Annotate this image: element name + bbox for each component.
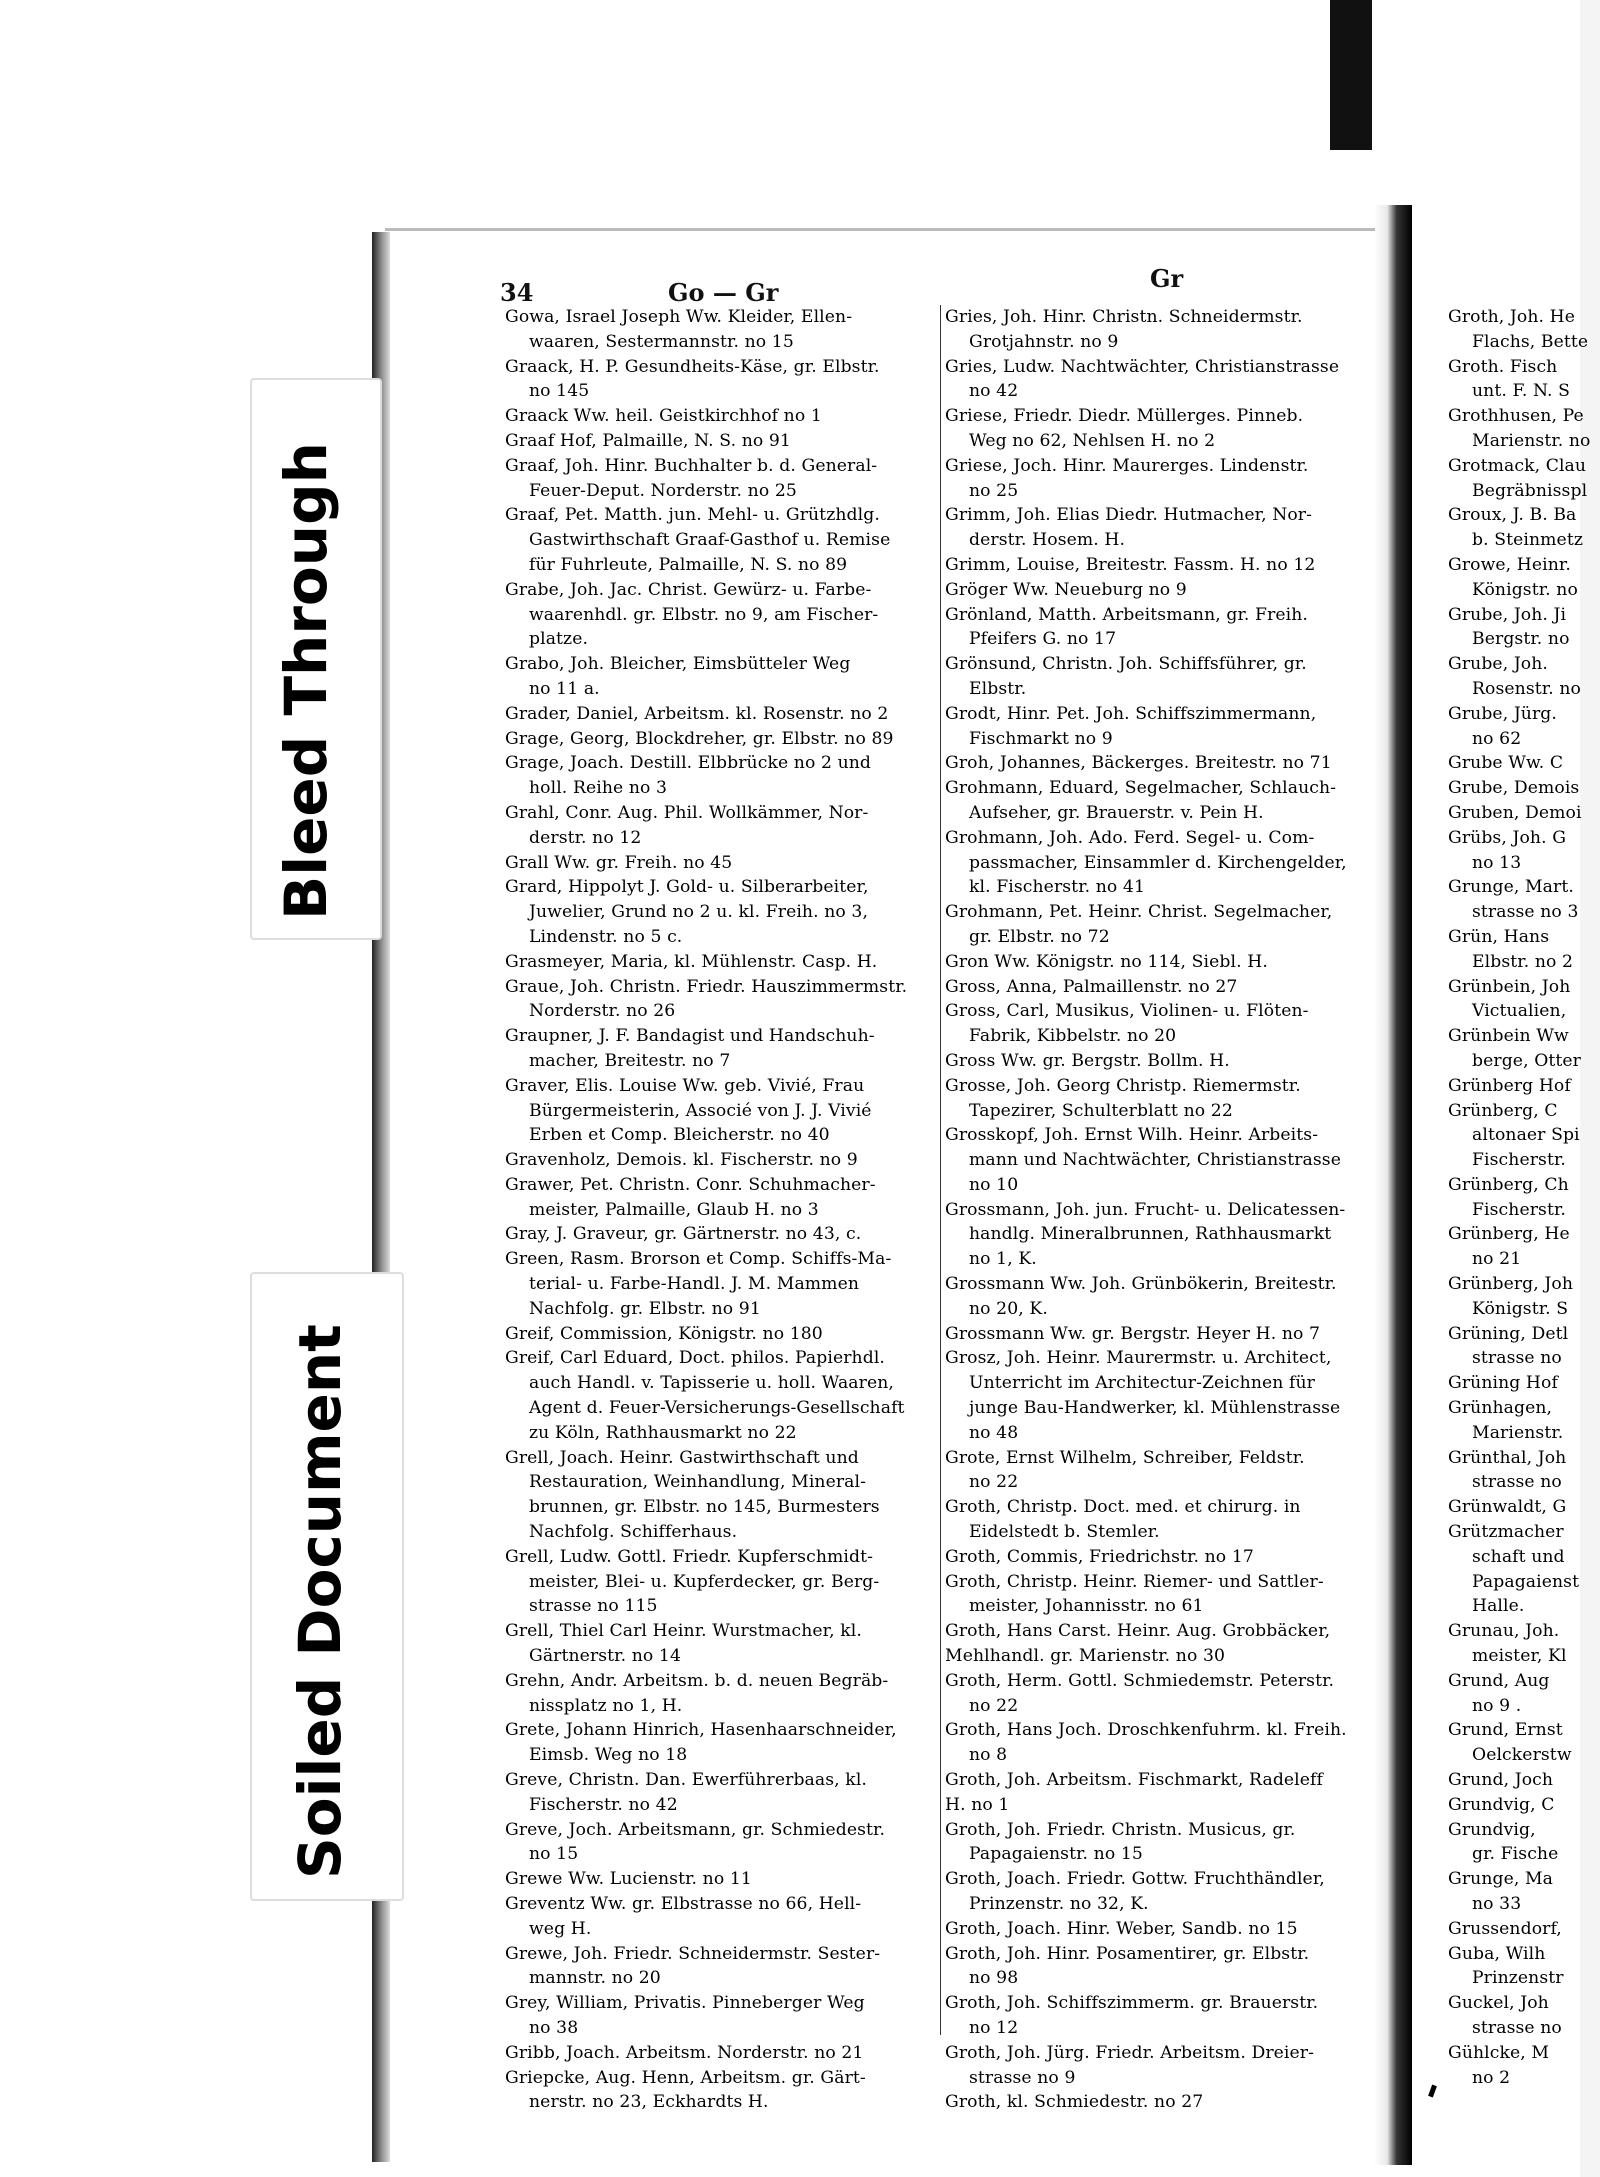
directory-line: Rosenstr. no (1472, 678, 1581, 699)
directory-line: platze. (529, 629, 589, 650)
directory-line: Marienstr. (1472, 1422, 1564, 1443)
directory-line: Grossmann Ww. gr. Bergstr. Heyer H. no 7 (945, 1323, 1321, 1344)
directory-line: Grell, Thiel Carl Heinr. Wurstmacher, kl. (505, 1621, 862, 1642)
directory-line: altonaer Spi (1472, 1125, 1580, 1146)
directory-line: terial- u. Farbe-Handl. J. M. Mammen (529, 1274, 860, 1295)
directory-line: Erben et Comp. Bleicherstr. no 40 (529, 1125, 830, 1146)
directory-line: Guckel, Joh (1448, 1993, 1549, 2014)
directory-line: no 21 (1472, 1249, 1522, 1270)
directory-line: Grünberg, Ch (1448, 1174, 1569, 1195)
directory-line: Grönsund, Christn. Joh. Schiffsführer, gr. (945, 654, 1307, 675)
directory-line: Grünhagen, (1448, 1398, 1553, 1419)
directory-line: Grünbein Ww (1448, 1026, 1569, 1047)
directory-line: Gühlcke, M (1448, 2042, 1550, 2063)
directory-line: Norderstr. no 26 (529, 1001, 676, 1022)
directory-line: Lindenstr. no 5 c. (529, 926, 683, 947)
directory-line: Graack, H. P. Gesundheits-Käse, gr. Elbstr. (505, 356, 880, 377)
directory-line: no 1, K. (969, 1249, 1037, 1270)
directory-line: Groth, Christp. Heinr. Riemer- und Sattler- (945, 1571, 1324, 1592)
directory-line: Griepcke, Aug. Henn, Arbeitsm. gr. Gärt- (505, 2067, 866, 2088)
directory-line: no 15 (529, 1844, 579, 1865)
directory-line: Grabe, Joh. Jac. Christ. Gewürz- u. Farbe- (505, 579, 872, 600)
directory-line: Marienstr. no (1472, 430, 1591, 451)
directory-line: Grodt, Hinr. Pet. Joh. Schiffszimmermann, (945, 703, 1317, 724)
directory-line: Grünberg, He (1448, 1224, 1570, 1245)
directory-line: Graupner, J. F. Bandagist und Handschuh- (505, 1026, 875, 1047)
directory-line: Mehlhandl. gr. Marienstr. no 30 (945, 1646, 1226, 1667)
directory-line: Grube, Joh. (1448, 654, 1548, 675)
directory-line: Grage, Georg, Blockdreher, gr. Elbstr. no 89 (505, 728, 894, 749)
directory-line: meister, Palmaille, Glaub H. no 3 (529, 1199, 819, 1220)
directory-line: Bürgermeisterin, Associé von J. J. Vivié (529, 1100, 872, 1121)
directory-line: Juwelier, Grund no 2 u. kl. Freih. no 3, (529, 902, 869, 923)
directory-line: Prinzenstr. no 32, K. (969, 1894, 1149, 1914)
directory-line: Flachs, Bette (1472, 331, 1589, 352)
directory-line: Greve, Joch. Arbeitsmann, gr. Schmiedestr. (505, 1819, 886, 1840)
directory-line: Groth, Joach. Hinr. Weber, Sandb. no 15 (945, 1918, 1298, 1939)
directory-line: Agent d. Feuer-Versicherungs-Gesellschaft (529, 1398, 905, 1419)
directory-line: Graaf, Joh. Hinr. Buchhalter b. d. General- (505, 455, 878, 476)
directory-line: Victualien, (1472, 1001, 1567, 1022)
directory-line: Grall Ww. gr. Freih. no 45 (505, 852, 733, 873)
directory-line: Grube, Joh. Ji (1448, 604, 1567, 625)
directory-line: Grönland, Matth. Arbeitsmann, gr. Freih. (945, 604, 1308, 625)
directory-line: Grage, Joach. Destill. Elbbrücke no 2 und (505, 753, 872, 774)
directory-line: no 42 (969, 381, 1019, 402)
directory-line: Grohmann, Pet. Heinr. Christ. Segelmacher, (945, 902, 1333, 923)
directory-line: Gowa, Israel Joseph Ww. Kleider, Ellen- (505, 307, 853, 327)
directory-line: Gross, Carl, Musikus, Violinen- u. Flöten- (945, 1001, 1309, 1022)
directory-column-right (1448, 305, 1600, 2090)
directory-line: Pfeifers G. no 17 (969, 629, 1117, 650)
directory-line: Grohmann, Eduard, Segelmacher, Schlauch- (945, 778, 1337, 799)
directory-line: Königstr. no (1472, 579, 1578, 600)
directory-line: Königstr. S (1472, 1298, 1569, 1319)
directory-line: no 98 (969, 1968, 1019, 1989)
directory-line: no 12 (969, 2017, 1019, 2038)
directory-line: Elbstr. (969, 678, 1027, 699)
bleed-through-label-text: Bleed Through (272, 442, 340, 920)
directory-line: Gärtnerstr. no 14 (529, 1646, 681, 1667)
directory-line: Guba, Wilh (1448, 1943, 1546, 1964)
directory-line: Gross Ww. gr. Bergstr. Bollm. H. (945, 1050, 1230, 1071)
directory-line: Grete, Johann Hinrich, Hasenhaarschneider, (505, 1720, 897, 1741)
directory-line: unt. F. N. S (1472, 381, 1570, 402)
directory-line: no 48 (969, 1422, 1019, 1443)
directory-line: Green, Rasm. Brorson et Comp. Schiffs-Ma- (505, 1249, 892, 1270)
directory-line: Grimm, Louise, Breitestr. Fassm. H. no 12 (945, 554, 1316, 575)
directory-line: Grube, Demois (1448, 778, 1580, 799)
directory-line: auch Handl. v. Tapisserie u. holl. Waaren, (529, 1373, 894, 1394)
directory-line: Grünbein, Joh (1448, 976, 1571, 997)
directory-line: H. no 1 (945, 1794, 1010, 1815)
directory-line: Grahl, Conr. Aug. Phil. Wollkämmer, Nor- (505, 802, 869, 823)
directory-line: Grossmann Ww. Joh. Grünbökerin, Breitestr. (945, 1274, 1337, 1295)
directory-line: Gray, J. Graveur, gr. Gärtnerstr. no 43, c. (505, 1224, 862, 1245)
directory-line: Grader, Daniel, Arbeitsm. kl. Rosenstr. no 2 (505, 703, 889, 724)
directory-line: Groth, Hans Carst. Heinr. Aug. Grobbäcker, (945, 1621, 1331, 1642)
directory-line: Bergstr. no (1472, 629, 1570, 650)
directory-line: Eimsb. Weg no 18 (529, 1745, 688, 1766)
directory-line: Gröger Ww. Neueburg no 9 (945, 579, 1187, 600)
directory-column-left (505, 305, 960, 2115)
directory-line: no 33 (1472, 1894, 1522, 1914)
directory-line: Grohmann, Joh. Ado. Ferd. Segel- u. Com- (945, 827, 1315, 848)
directory-line: Groth, Joh. Jürg. Friedr. Arbeitsm. Dreier- (945, 2042, 1315, 2063)
directory-line: Groth, Commis, Friedrichstr. no 17 (945, 1546, 1254, 1567)
directory-line: gr. Fische (1472, 1844, 1559, 1865)
directory-line: Aufseher, gr. Brauerstr. v. Pein H. (969, 802, 1264, 823)
directory-line: no 2 (1472, 2067, 1511, 2088)
directory-line: strasse no 9 (969, 2067, 1076, 2088)
directory-line: Fischerstr. (1472, 1199, 1566, 1220)
directory-line: Grothhusen, Pe (1448, 406, 1584, 427)
directory-line: Grunge, Mart. (1448, 877, 1574, 898)
directory-line: junge Bau-Handwerker, kl. Mühlenstrasse (969, 1398, 1341, 1419)
directory-line: Grell, Joach. Heinr. Gastwirthschaft und (505, 1447, 859, 1468)
bleed-through-label (250, 378, 382, 940)
directory-line: no 11 a. (529, 678, 600, 699)
directory-line: Groth, Joh. Friedr. Christn. Musicus, gr. (945, 1819, 1296, 1840)
directory-line: Graue, Joh. Christn. Friedr. Hauszimmermstr. (505, 976, 908, 997)
directory-line: macher, Breitestr. no 7 (529, 1050, 731, 1071)
directory-line: Grabo, Joh. Bleicher, Eimsbütteler Weg (505, 654, 851, 675)
directory-line: no 25 (969, 480, 1019, 501)
directory-line: Groth, Hans Joch. Droschkenfuhrm. kl. Freih. (945, 1720, 1347, 1741)
directory-line: Grossmann, Joh. jun. Frucht- u. Delicatessen- (945, 1199, 1346, 1220)
directory-line: passmacher, Einsammler d. Kirchengelder, (969, 852, 1347, 873)
directory-line: Papagaienstr. no 15 (969, 1844, 1143, 1865)
directory-line: Grünberg Hof (1448, 1075, 1571, 1096)
soiled-document-label-text: Soiled Document (286, 1324, 354, 1879)
page-number: 34 (500, 278, 534, 307)
directory-line: no 38 (529, 2017, 579, 2038)
directory-line: meister, Blei- u. Kupferdecker, gr. Berg- (529, 1571, 880, 1592)
directory-line: kl. Fischerstr. no 41 (969, 877, 1145, 898)
directory-line: Groux, J. B. Ba (1448, 505, 1577, 526)
directory-line: Groth. Fisch (1448, 356, 1558, 377)
directory-line: Grünthal, Joh (1448, 1447, 1567, 1468)
directory-column-middle (945, 305, 1395, 2115)
directory-line: strasse no (1472, 1348, 1562, 1369)
directory-line: Grünwaldt, G (1448, 1497, 1567, 1518)
directory-line: Groth, Joh. He (1448, 307, 1575, 327)
directory-line: Weg no 62, Nehlsen H. no 2 (969, 430, 1216, 451)
directory-line: no 9 . (1472, 1695, 1522, 1716)
directory-line: Greve, Christn. Dan. Ewerführerbaas, kl. (505, 1770, 867, 1791)
directory-line: berge, Otter (1472, 1050, 1581, 1071)
directory-line: Fabrik, Kibbelstr. no 20 (969, 1026, 1177, 1047)
directory-line: Grey, William, Privatis. Pinneberger Weg (505, 1993, 865, 2014)
directory-line: Oelckerstw (1472, 1745, 1572, 1766)
directory-line: Grewe, Joh. Friedr. Schneidermstr. Sester- (505, 1943, 881, 1964)
directory-line: derstr. Hosem. H. (969, 530, 1126, 551)
directory-line: Gross, Anna, Palmaillenstr. no 27 (945, 976, 1238, 997)
directory-line: Unterricht im Architectur-Zeichnen für (969, 1373, 1315, 1394)
directory-line: Gries, Joh. Hinr. Christn. Schneidermstr. (945, 307, 1303, 327)
directory-line: Grübs, Joh. G (1448, 827, 1567, 848)
directory-line: Halle. (1472, 1596, 1525, 1617)
directory-line: Greif, Carl Eduard, Doct. philos. Papierhdl. (505, 1348, 885, 1369)
directory-line: brunnen, gr. Elbstr. no 145, Burmesters (529, 1497, 880, 1518)
directory-line: Grundvig, C (1448, 1794, 1555, 1815)
directory-line: no 145 (529, 381, 590, 402)
directory-line: Restauration, Weinhandlung, Mineral- (529, 1472, 867, 1493)
directory-line: Grotjahnstr. no 9 (969, 331, 1119, 352)
directory-line: Papagaienst (1472, 1571, 1580, 1592)
directory-line: Grund, Joch (1448, 1770, 1554, 1791)
directory-line: Grewe Ww. Lucienstr. no 11 (505, 1869, 752, 1890)
directory-line: Grosskopf, Joh. Ernst Wilh. Heinr. Arbeits- (945, 1125, 1319, 1146)
directory-line: Fischerstr. no 42 (529, 1794, 678, 1815)
directory-line: Grünberg, Joh (1448, 1274, 1574, 1295)
directory-line: nerstr. no 23, Eckhardts H. (529, 2092, 769, 2113)
directory-line: Graver, Elis. Louise Ww. geb. Vivié, Frau (505, 1075, 865, 1096)
directory-line: Griese, Joch. Hinr. Maurerges. Lindenstr. (945, 455, 1309, 476)
directory-line: no 22 (969, 1472, 1019, 1493)
directory-line: waarenhdl. gr. Elbstr. no 9, am Fischer- (529, 604, 879, 625)
directory-line: no 10 (969, 1174, 1019, 1195)
directory-line: Grube Ww. C (1448, 753, 1564, 774)
directory-line: Groh, Johannes, Bäckerges. Breitestr. no 71 (945, 753, 1332, 774)
directory-line: handlg. Mineralbrunnen, Rathhausmarkt (969, 1224, 1332, 1245)
directory-line: Grehn, Andr. Arbeitsm. b. d. neuen Begräb- (505, 1670, 889, 1691)
directory-line: Grunge, Ma (1448, 1869, 1554, 1890)
directory-line: Gron Ww. Königstr. no 114, Siebl. H. (945, 951, 1268, 972)
directory-line: strasse no (1472, 2017, 1562, 2038)
directory-line: Graaf, Pet. Matth. jun. Mehl- u. Grützhdlg. (505, 505, 880, 526)
directory-line: no 8 (969, 1745, 1008, 1766)
directory-line: holl. Reihe no 3 (529, 778, 668, 799)
directory-line: Groth, Joh. Schiffszimmerm. gr. Brauerstr. (945, 1993, 1319, 2014)
directory-line: Grube, Jürg. (1448, 703, 1557, 724)
directory-line: Grell, Ludw. Gottl. Friedr. Kupferschmidt- (505, 1546, 874, 1567)
directory-line: Tapezirer, Schulterblatt no 22 (969, 1100, 1233, 1121)
directory-line: Begräbnisspl (1472, 480, 1588, 501)
directory-line: no 22 (969, 1695, 1019, 1716)
directory-line: Groth, Joh. Hinr. Posamentirer, gr. Elbstr. (945, 1943, 1310, 1964)
directory-line: Grunau, Joh. (1448, 1621, 1560, 1642)
directory-line: no 62 (1472, 728, 1522, 749)
running-header-left: Go — Gr (668, 278, 779, 307)
directory-line: no 13 (1472, 852, 1522, 873)
directory-line: Grote, Ernst Wilhelm, Schreiber, Feldstr. (945, 1447, 1305, 1468)
directory-line: no 20, K. (969, 1298, 1048, 1319)
directory-line: meister, Johannisstr. no 61 (969, 1596, 1204, 1617)
directory-line: Groth, Christp. Doct. med. et chirurg. in (945, 1497, 1301, 1518)
soiled-document-label (250, 1272, 404, 1901)
scan-border-top (1330, 0, 1372, 150)
directory-line: Grün, Hans (1448, 926, 1550, 947)
directory-line: zu Köln, Rathhausmarkt no 22 (529, 1422, 797, 1443)
directory-line: Gruben, Demoi (1448, 802, 1582, 823)
directory-line: Prinzenstr (1472, 1968, 1564, 1989)
directory-line: Grussendorf, (1448, 1918, 1562, 1939)
directory-line: für Fuhrleute, Palmaille, N. S. no 89 (529, 554, 848, 575)
directory-line: Grimm, Joh. Elias Diedr. Hutmacher, Nor- (945, 505, 1313, 526)
directory-line: Eidelstedt b. Stemler. (969, 1522, 1160, 1543)
directory-line: Grard, Hippolyt J. Gold- u. Silberarbeiter, (505, 877, 869, 898)
directory-line: Graack Ww. heil. Geistkirchhof no 1 (505, 406, 822, 427)
directory-line: Griese, Friedr. Diedr. Müllerges. Pinneb. (945, 406, 1304, 427)
directory-line: Groth, Herm. Gottl. Schmiedemstr. Peterstr. (945, 1670, 1335, 1691)
directory-line: Groth, kl. Schmiedestr. no 27 (945, 2092, 1204, 2113)
directory-line: strasse no (1472, 1472, 1562, 1493)
page-edge (385, 228, 1375, 231)
directory-line: strasse no 3 (1472, 902, 1579, 923)
directory-line: Gastwirthschaft Graaf-Gasthof u. Remise (529, 530, 891, 551)
directory-line: waaren, Sestermannstr. no 15 (529, 331, 794, 352)
directory-line: Grünberg, C (1448, 1100, 1558, 1121)
directory-line: Elbstr. no 2 (1472, 951, 1574, 972)
directory-line: Fischerstr. (1472, 1150, 1566, 1171)
directory-line: weg H. (529, 1918, 592, 1939)
directory-line: mannstr. no 20 (529, 1968, 661, 1989)
directory-line: Grosse, Joh. Georg Christp. Riemermstr. (945, 1075, 1301, 1096)
directory-line: Gries, Ludw. Nachtwächter, Christianstrasse (945, 356, 1340, 377)
directory-line: Grüning Hof (1448, 1373, 1558, 1394)
directory-line: Grundvig, (1448, 1819, 1536, 1840)
directory-line: Groth, Joh. Arbeitsm. Fischmarkt, Radeleff (945, 1770, 1323, 1791)
directory-line: Grawer, Pet. Christn. Conr. Schuhmacher- (505, 1174, 876, 1195)
directory-line: Grund, Ernst (1448, 1720, 1563, 1741)
directory-line: Gravenholz, Demois. kl. Fischerstr. no 9 (505, 1150, 858, 1171)
directory-line: gr. Elbstr. no 72 (969, 926, 1110, 947)
directory-line: strasse no 115 (529, 1596, 658, 1617)
directory-line: mann und Nachtwächter, Christianstrasse (969, 1150, 1342, 1171)
directory-line: Greventz Ww. gr. Elbstrasse no 66, Hell- (505, 1894, 862, 1914)
directory-line: b. Steinmetz (1472, 530, 1583, 551)
directory-line: schaft und (1472, 1546, 1565, 1567)
directory-line: Grützmacher (1448, 1522, 1564, 1543)
directory-line: Feuer-Deput. Norderstr. no 25 (529, 480, 797, 501)
directory-line: nissplatz no 1, H. (529, 1695, 683, 1716)
directory-line: Grosz, Joh. Heinr. Maurermstr. u. Architect, (945, 1348, 1332, 1369)
ink-mark (1428, 2085, 1437, 2098)
directory-line: Grasmeyer, Maria, kl. Mühlenstr. Casp. H. (505, 951, 878, 972)
directory-line: Greif, Commission, Königstr. no 180 (505, 1323, 823, 1344)
directory-line: Growe, Heinr. (1448, 554, 1571, 575)
directory-line: Nachfolg. gr. Elbstr. no 91 (529, 1298, 761, 1319)
directory-line: Fischmarkt no 9 (969, 728, 1113, 749)
directory-line: Graaf Hof, Palmaille, N. S. no 91 (505, 430, 791, 451)
directory-line: Groth, Joach. Friedr. Gottw. Fruchthändler, (945, 1869, 1325, 1890)
directory-line: Grotmack, Clau (1448, 455, 1587, 476)
directory-line: Gribb, Joach. Arbeitsm. Norderstr. no 21 (505, 2042, 864, 2063)
directory-line: Grüning, Detl (1448, 1323, 1569, 1344)
directory-line: meister, Kl (1472, 1646, 1567, 1667)
directory-line: derstr. no 12 (529, 827, 642, 848)
directory-line: Nachfolg. Schifferhaus. (529, 1522, 738, 1543)
running-header-right: Gr (1150, 264, 1184, 293)
directory-line: Grund, Aug (1448, 1670, 1550, 1691)
